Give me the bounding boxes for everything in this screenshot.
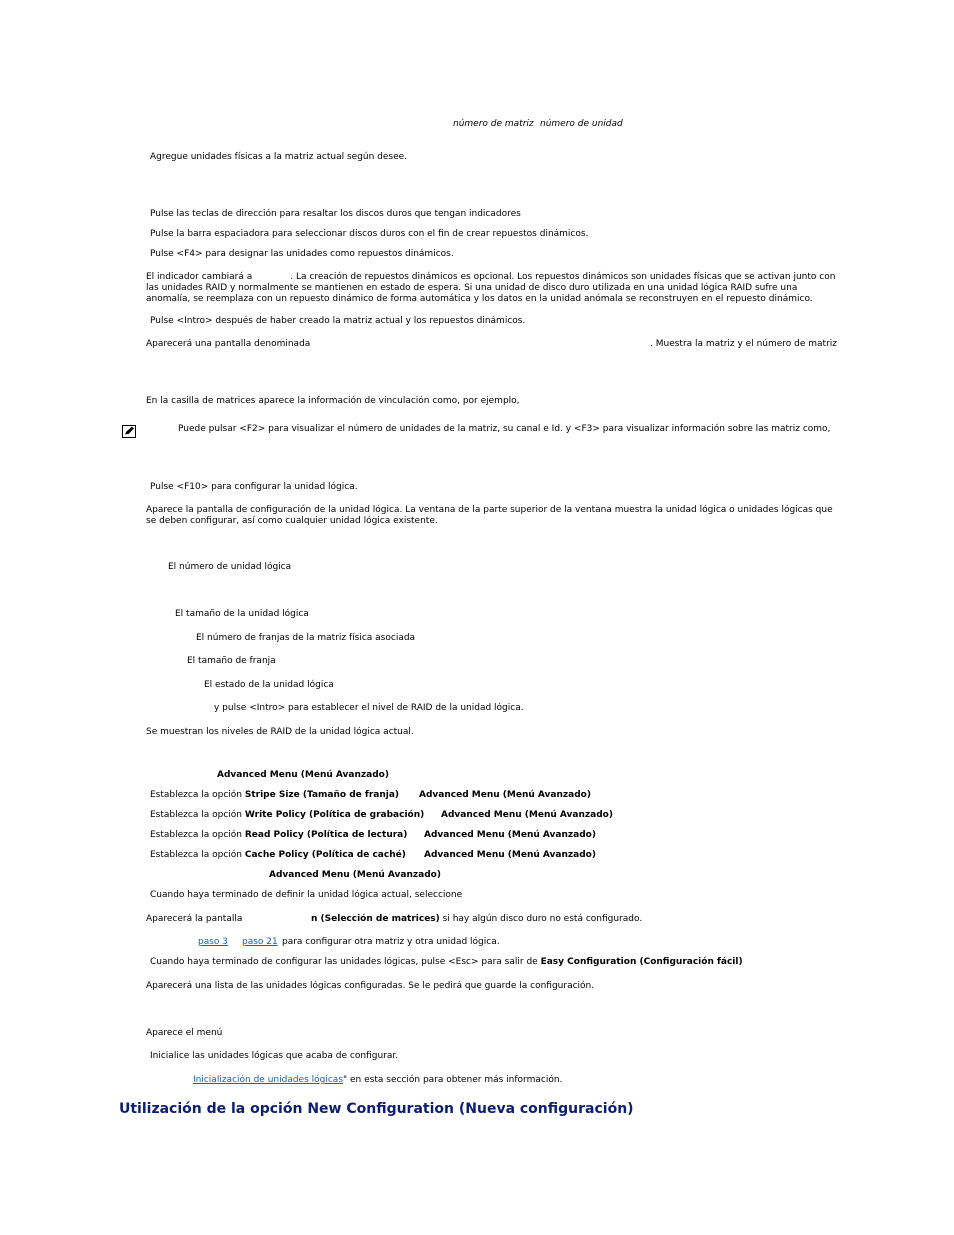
note-pencil-icon: [122, 425, 136, 438]
step-enter-after: Pulse <Intro> después de haber creado la matriz actual y los repuestos dinámicos.: [150, 316, 526, 326]
advanced-menu-label: Advanced Menu (Menú Avanzado): [419, 790, 591, 800]
set-stripe-size: Establezca la opción Stripe Size (Tamaño de franja): [150, 790, 400, 800]
write-policy-option: Write Policy (Política de grabación): [244, 810, 425, 820]
init-logical-drives-link[interactable]: Inicialización de unidades lógicas: [193, 1075, 344, 1085]
step-f4: Pulse <F4> para designar las unidades como repuestos dinámicos.: [150, 249, 454, 259]
repeat-post: para configurar otra matriz y otra unidad lógica.: [282, 937, 500, 947]
step-f10: Pulse <F10> para configurar la unidad lógica.: [150, 482, 358, 492]
init-line: Inicialización de unidades lógicas" en esta sección para obtener más información.: [193, 1075, 563, 1085]
step-add-drives: Agregue unidades físicas a la matriz actual según desee.: [150, 152, 408, 162]
note-text: Puede pulsar <F2> para visualizar el número de unidades de la matriz, su canal e Id. y <F3> para visualizar información sobre las matriz como,: [178, 424, 831, 434]
finish-initialize: Inicialice las unidades lógicas que acaba de configurar.: [150, 1051, 399, 1061]
col-stripes: El número de franjas de la matriz física asociada: [196, 633, 416, 643]
step-spacebar: Pulse la barra espaciadora para seleccionar discos duros con el fin de crear repuestos dinámicos.: [150, 229, 589, 239]
advanced-menu-label: Advanced Menu (Menú Avanzado): [424, 850, 596, 860]
read-policy-option: Read Policy (Política de lectura): [244, 830, 408, 840]
section-heading-new-configuration: Utilización de la opción New Configuration (Nueva configuración): [119, 1101, 634, 1117]
raid-press-enter: y pulse <Intro> para establecer el nivel de RAID de la unidad lógica.: [214, 703, 524, 713]
finish-esc-line: Cuando haya terminado de configurar las unidades lógicas, pulse <Esc> para salir de Easy Configuration (Configuración fácil): [150, 957, 743, 967]
step-arrow-keys: Pulse las teclas de dirección para resaltar los discos duros que tengan indicadores: [150, 209, 521, 219]
indicator-pre: El indicador cambiará a: [146, 272, 253, 282]
indicator-paragraph: [146, 272, 836, 305]
advanced-menu-label: Advanced Menu (Menú Avanzado): [217, 770, 389, 780]
col-size: El tamaño de la unidad lógica: [175, 609, 309, 619]
finish-menu-appears: Aparece el menú: [146, 1028, 223, 1038]
col-number: El número de unidad lógica: [168, 562, 292, 572]
advanced-menu-label: Advanced Menu (Menú Avanzado): [424, 830, 596, 840]
advanced-menu-label: Advanced Menu (Menú Avanzado): [441, 810, 613, 820]
set-cache-policy: Establezca la opción Cache Policy (Política de caché): [150, 850, 406, 860]
set-read-policy: Establezca la opción Read Policy (Política de lectura): [150, 830, 408, 840]
matrix-number-label: número de matriz: [453, 119, 534, 129]
raid-levels-shown: Se muestran los niveles de RAID de la unidad lógica actual.: [146, 727, 414, 737]
step21-link[interactable]: paso 21: [242, 937, 278, 947]
advanced-menu-label: Advanced Menu (Menú Avanzado): [269, 870, 441, 880]
finish-list-msg: Aparecerá una lista de las unidades lógicas configuradas. Se le pedirá que guarde la configuración.: [146, 981, 595, 991]
array-selection-label: n (Selección de matrices): [311, 914, 440, 924]
stripe-size-option: Stripe Size (Tamaño de franja): [244, 790, 400, 800]
finish-screen-line: n (Selección de matrices) si hay algún disco duro no está configurado.: [311, 914, 643, 924]
screen-post: . Muestra la matriz y el número de matriz: [650, 339, 838, 349]
step3-link[interactable]: paso 3: [198, 937, 229, 947]
easy-config-label: Easy Configuration (Configuración fácil): [540, 957, 743, 967]
finish-screen-pre: Aparecerá la pantalla: [146, 914, 243, 924]
screen-pre: Aparecerá una pantalla denominada: [146, 339, 311, 349]
drive-number-label: número de unidad: [540, 119, 623, 129]
indicator-post: . La creación de repuestos dinámicos es opcional. Los repuestos dinámicos son unidades físicas que se activan junto con las unidades RAID y normalmente se mantienen en estado de espera. Si una unidad de disco duro utilizada en una unidad lógica RAID sufre una anomalía, se reemplaza con un repuesto dinámico de forma automática y los datos en la unidad anómala se reconstruyen en el repuesto dinámico.: [146, 272, 836, 304]
finish-done-current: Cuando haya terminado de definir la unidad lógica actual, seleccione: [150, 890, 463, 900]
col-state: El estado de la unidad lógica: [204, 680, 334, 690]
set-write-policy: Establezca la opción Write Policy (Política de grabación): [150, 810, 425, 820]
binding-info: En la casilla de matrices aparece la información de vinculación como, por ejemplo,: [146, 396, 520, 406]
config-screen-paragraph: Aparece la pantalla de configuración de la unidad lógica. La ventana de la parte superior de la ventana muestra la unidad lógica o unidades lógicas que se deben configurar, así como cualquier unidad lógica existente.: [146, 505, 833, 526]
cache-policy-option: Cache Policy (Política de caché): [244, 850, 406, 860]
col-stripe-size: El tamaño de franja: [187, 656, 276, 666]
